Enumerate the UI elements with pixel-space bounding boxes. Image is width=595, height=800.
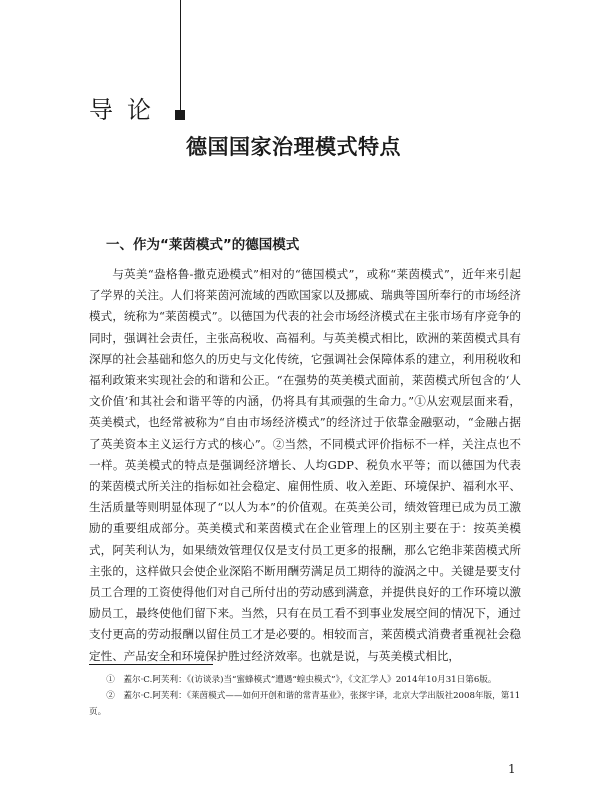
footnotes [89,672,521,720]
chapter-title: 德国国家治理模式特点 [186,135,401,159]
body-paragraph: 与英美“盎格鲁-撒克逊模式”相对的“德国模式”，或称“莱茵模式”，近年来引起了学界的关注。人们将莱茵河流域的西欧国家以及挪威、瑞典等国所奉行的市场经济模式，统称为“莱茵模式”。以德国为代表的社会市场经济模式在主张市场有序竞争的同时，强调社会责任，主张高税收、高福利。与英美模式相比，欧洲的莱茵模式具有深厚的社会基础和悠久的历史与文化传统，它强调社会保障体系的建立，利用税收和福利政策来实现社会的和谐和公正。“在强势的英美模式面前，莱茵模式所包含的‘人文价值’和其社会和谐平等的内涵，仍将具有其顽强的生命力。”①从宏观层面来看，英美模式，也经常被称为“自由市场经济模式”的经济过于依靠金融驱动，“金融占据了英美资本主义运行方式的核心”。②当然，不同模式评价指标不一样，关注点也不一样。英美模式的特点是强调经济增长、人均GDP、税负水平等；而以德国为代表的莱茵模式所关注的指标如社会稳定、雇佣性质、收入差距、环境保护、福利水平、生活质量等则明显体现了“以人为本”的价值观。在英美公司，绩效管理已成为员工激励的重要组成部分。英美模式和莱茵模式在企业管理上的区别主要在于：按英美模式，阿芙利认为，如果绩效管理仅仅是支付员工更多的报酬，那么它绝非莱茵模式所主张的，这样做只会使企业深陷不断用酬劳满足员工期待的漩涡之中。关键是要支付员工合理的工资使得他们对自己所付出的劳动感到满意，并提供良好的工作环境以激励员工，最终使他们留下来。当然，只有在员工看不到事业发展空间的情况下，通过支付更高的劳动报酬以留住员工才是必要的。相较而言，莱茵模式消费者重视社会稳定性、产品安全和环境保护胜过经济效率。也就是说，与英美模式相比， [89,267,521,663]
header-square-ornament [175,110,185,120]
footnote-1: ① 蓋尔·C.阿芙利：《(访谈录)当“蜜蜂模式”遭遇“蝗虫模式”》，《文汇学人》2014年10月31日第6版。 [106,675,497,685]
header-vertical-rule [180,0,181,110]
footnote-2: ② 蓋尔·C.阿芙利：《莱茵模式——如何开创和谐的常青基业》，张探宇译，北京大学出版社2008年版，第11页。 [89,691,521,717]
body-text [89,264,521,667]
chapter-heading: 导论 [89,96,165,124]
footnote-separator [89,664,213,665]
section-heading: 一、作为“莱茵模式”的德国模式 [106,237,300,253]
page-number: 1 [508,762,516,776]
